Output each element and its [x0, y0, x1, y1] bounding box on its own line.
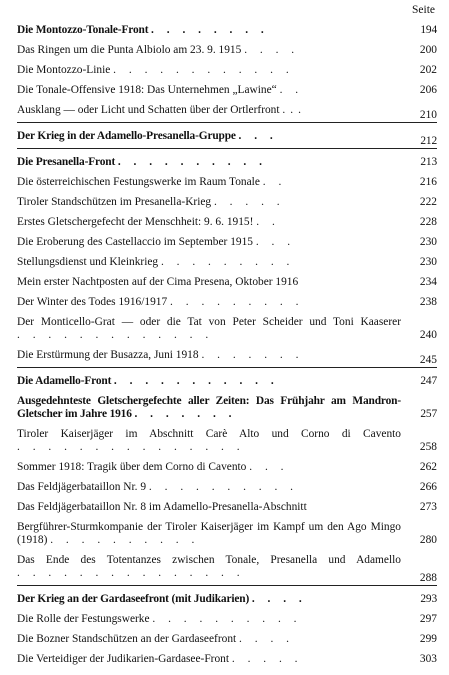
toc-leader-dots: . . . . . . . . . . — [117, 156, 267, 168]
toc-section-heading — [17, 375, 437, 388]
page-column-label: Seite — [412, 4, 435, 16]
toc-entry-title: Ausklang — oder Licht und Schatten über der Ortlerfront — [17, 104, 280, 116]
toc-leader-dots: . . . . . . . . . — [170, 296, 304, 308]
toc-entry-title: Der Winter des Todes 1916/1917 — [17, 296, 168, 308]
toc-page-number: 210 — [419, 109, 437, 121]
toc-page-number: 216 — [419, 176, 437, 188]
toc-entry — [17, 521, 437, 547]
toc-entry — [17, 276, 437, 289]
toc-page-number: 288 — [419, 572, 437, 584]
toc-leader-dots: . . . . . . . . . . . . . . . — [17, 441, 245, 453]
toc-page-number: 222 — [419, 196, 437, 208]
toc-entry-title: Mein erster Nachtposten auf der Cima Presena, Oktober 1916 — [17, 276, 299, 288]
toc-leader-dots: . . . . — [239, 633, 294, 645]
toc-entry-title: Tiroler Kaiserjäger im Abschnitt Carè Alto und Corno di Cavento — [17, 428, 401, 440]
toc-entry-title: Die Presanella-Front — [17, 156, 116, 168]
toc-leader-dots: . . . . — [251, 593, 307, 605]
toc-entry-title: Die Montozzo-Tonale-Front — [17, 24, 149, 36]
toc-entry-title: Stellungsdienst und Kleinkrieg — [17, 256, 159, 268]
toc-section-heading — [17, 395, 437, 421]
toc-page-number: 230 — [419, 236, 437, 248]
toc-entry — [17, 44, 437, 57]
toc-page-number: 202 — [419, 64, 437, 76]
toc-entry-title: Der Krieg an der Gardaseefront (mit Judikarien) — [17, 593, 250, 605]
toc-entry-title: Erstes Gletschergefecht der Menschheit: 9. 6. 1915! — [17, 216, 254, 228]
toc-leader-dots: . . . . . . . . . . — [152, 613, 302, 625]
toc-page-number: 293 — [420, 593, 437, 605]
toc-page-number: 245 — [419, 354, 437, 366]
toc-page-number: 266 — [419, 481, 437, 493]
toc-leader-dots: . . . . . . . . . . . . — [113, 64, 294, 76]
toc-leader-dots: . . . . . . . — [201, 349, 304, 361]
toc-entry-title: Das Ringen um die Punta Albiolo am 23. 9. 1915 — [17, 44, 242, 56]
toc-leader-dots: . . . . . . . — [134, 408, 237, 420]
toc-leader-dots: . . . . . . . . . — [160, 256, 295, 268]
toc-page-number: 230 — [419, 256, 437, 268]
toc-page-number: 238 — [419, 296, 437, 308]
toc-leader-dots: . . — [256, 216, 280, 228]
toc-page-number: 303 — [419, 653, 437, 665]
toc-leader-dots: . . . . . . . . . . — [148, 481, 299, 493]
toc-leader-dots: ... — [282, 104, 306, 116]
toc-section-heading — [17, 593, 437, 606]
toc-entry — [17, 501, 437, 514]
toc-leader-dots: . . — [262, 176, 287, 188]
toc-entry-title: Das Ende des Totentanzes zwischen Tonale, Presanella und Adamello — [17, 554, 401, 566]
toc-section-heading — [17, 24, 437, 37]
toc-entry-title: Die Montozzo-Linie — [17, 64, 111, 76]
toc-entry-title: Tiroler Standschützen im Presanella-Krieg — [17, 196, 212, 208]
toc-section-heading — [17, 156, 437, 169]
toc-entry — [17, 256, 437, 269]
toc-leader-dots: . . . . . . . . . . — [50, 534, 200, 546]
table-of-contents — [17, 24, 437, 673]
toc-leader-dots: . . . — [249, 461, 289, 473]
toc-entry-title: Sommer 1918: Tragik über dem Corno di Cavento — [17, 461, 247, 473]
toc-page-number: 212 — [420, 135, 437, 147]
toc-entry-title: Der Krieg in der Adamello-Presanella-Gruppe — [17, 130, 236, 142]
toc-entry — [17, 653, 437, 666]
toc-entry-title: Die Tonale-Offensive 1918: Das Unternehmen „Lawine“ — [17, 84, 277, 96]
toc-entry-title: Die Erstürmung der Busazza, Juni 1918 — [17, 349, 199, 361]
toc-entry — [17, 613, 437, 626]
toc-leader-dots: . . . . . — [231, 653, 303, 665]
toc-entry — [17, 316, 437, 342]
toc-entry-title: Ausgedehnteste Gletschergefechte aller Zeiten: Das Frühjahr am Mandron-Gletscher im Jahre 1916 — [17, 395, 401, 420]
toc-page-number: 247 — [420, 375, 437, 387]
toc-page-number: 228 — [419, 216, 437, 228]
toc-entry-title: Die Eroberung des Castellaccio im September 1915 — [17, 236, 253, 248]
toc-leader-dots: . . . — [238, 130, 278, 142]
toc-section-heading — [17, 130, 437, 149]
toc-entry — [17, 64, 437, 77]
toc-page-number: 194 — [420, 24, 437, 36]
toc-entry — [17, 481, 437, 494]
toc-entry — [17, 461, 437, 474]
toc-entry-title: Das Feldjägerbataillon Nr. 8 im Adamello-Presanella-Abschnitt — [17, 501, 307, 513]
toc-leader-dots: . . . . . — [213, 196, 285, 208]
toc-entry-title: Die Rolle der Festungswerke — [17, 613, 150, 625]
toc-leader-dots: . . . . . . . . . . . . . . . — [17, 567, 245, 579]
toc-leader-dots: . . — [279, 84, 304, 96]
toc-leader-dots: . . . . . . . . — [151, 24, 269, 36]
toc-entry — [17, 236, 437, 249]
toc-page-number: 280 — [419, 534, 437, 546]
toc-entry — [17, 554, 437, 586]
toc-entry-title: Die österreichischen Festungswerke im Raum Tonale — [17, 176, 260, 188]
toc-entry — [17, 349, 437, 368]
toc-entry-title: Die Verteidiger der Judikarien-Gardasee-Front — [17, 653, 230, 665]
toc-leader-dots: . . . . . . . . . . . — [113, 375, 279, 387]
toc-entry — [17, 296, 437, 309]
toc-leader-dots: . . . — [255, 236, 296, 248]
toc-entry — [17, 176, 437, 189]
toc-entry — [17, 84, 437, 97]
toc-entry — [17, 104, 437, 123]
toc-page-number: 273 — [419, 501, 437, 513]
toc-page-number: 234 — [419, 276, 437, 288]
toc-page-number: 213 — [420, 156, 437, 168]
toc-page-number: 262 — [419, 461, 437, 473]
toc-entry — [17, 633, 437, 646]
toc-page-number: 206 — [419, 84, 437, 96]
toc-entry-title: Die Bozner Standschützen an der Gardaseefront — [17, 633, 237, 645]
toc-leader-dots: . . . . . . . . . . . . . — [17, 329, 214, 341]
toc-page-number: 257 — [420, 408, 437, 420]
toc-page-number: 200 — [419, 44, 437, 56]
toc-page-number: 240 — [419, 329, 437, 341]
toc-entry-title: Der Monticello-Grat — oder die Tat von Peter Scheider und Toni Kaaserer — [17, 316, 401, 328]
toc-entry-title: Die Adamello-Front — [17, 375, 112, 387]
toc-entry — [17, 216, 437, 229]
toc-entry — [17, 196, 437, 209]
toc-entry-title: Das Feldjägerbataillon Nr. 9 — [17, 481, 147, 493]
toc-leader-dots: . . . . — [244, 44, 300, 56]
toc-page-number: 297 — [419, 613, 437, 625]
toc-entry-title: Bergführer-Sturmkompanie der Tiroler Kaiserjäger im Kampf um den Ago Mingo (1918) — [17, 521, 401, 546]
toc-page-number: 299 — [419, 633, 437, 645]
toc-entry — [17, 428, 437, 454]
toc-page-number: 258 — [419, 441, 437, 453]
